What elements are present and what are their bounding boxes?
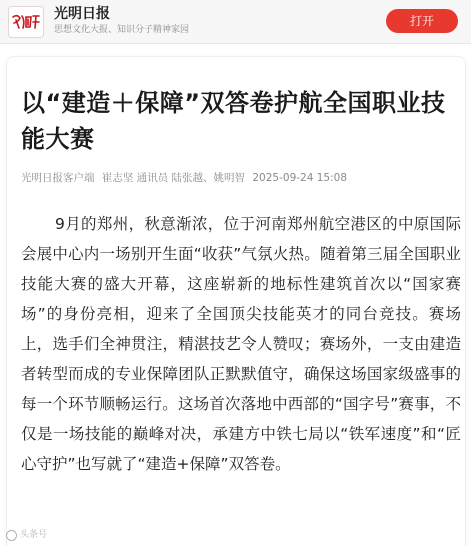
app-download-bar	[0, 0, 471, 44]
app-logo[interactable]	[8, 6, 44, 38]
watermark-text: 头条号	[20, 529, 48, 540]
app-name: 光明日报	[54, 6, 110, 22]
open-app-button[interactable]: 打开	[386, 9, 458, 33]
app-tagline: 思想文化大报、知识分子精神家园	[54, 25, 190, 35]
byline-source[interactable]: 光明日报客户端	[21, 172, 95, 184]
watermark	[6, 528, 66, 542]
guangming-logo-icon	[11, 13, 41, 31]
article-byline	[21, 171, 461, 185]
byline-datetime: 2025-09-24 15:08	[252, 172, 347, 184]
article-title: 以“建造＋保障”双答卷护航全国职业技能大赛	[21, 89, 446, 153]
byline-authors: 崔志坚 通讯员 陆张越、姚明智	[101, 172, 246, 184]
article-body: 9月的郑州，秋意渐浓，位于河南郑州航空港区的中原国际会展中心内一场别开生面“收获”气氛火热。随着第三届全国职业技能大赛的盛大开幕，这座崭新的地标性建筑首次以“国家赛场”的身份亮相，迎来了全国顶尖技能英才的同台竞技。赛场上，选手们全神贯注，精湛技艺令人赞叹；赛场外，一支由建造者转型而成的专业保障团队正默默值守，确保这场国家级盛事的每一个环节顺畅运行。这场首次落地中西部的“国字号”赛事，不仅是一场技能的巅峰对决，承建方中铁七局以“铁军速度”和“匠心守护”也写就了“建造+保障”双答卷。	[21, 215, 461, 473]
watermark-logo-icon	[6, 530, 17, 541]
article-card	[6, 56, 466, 546]
